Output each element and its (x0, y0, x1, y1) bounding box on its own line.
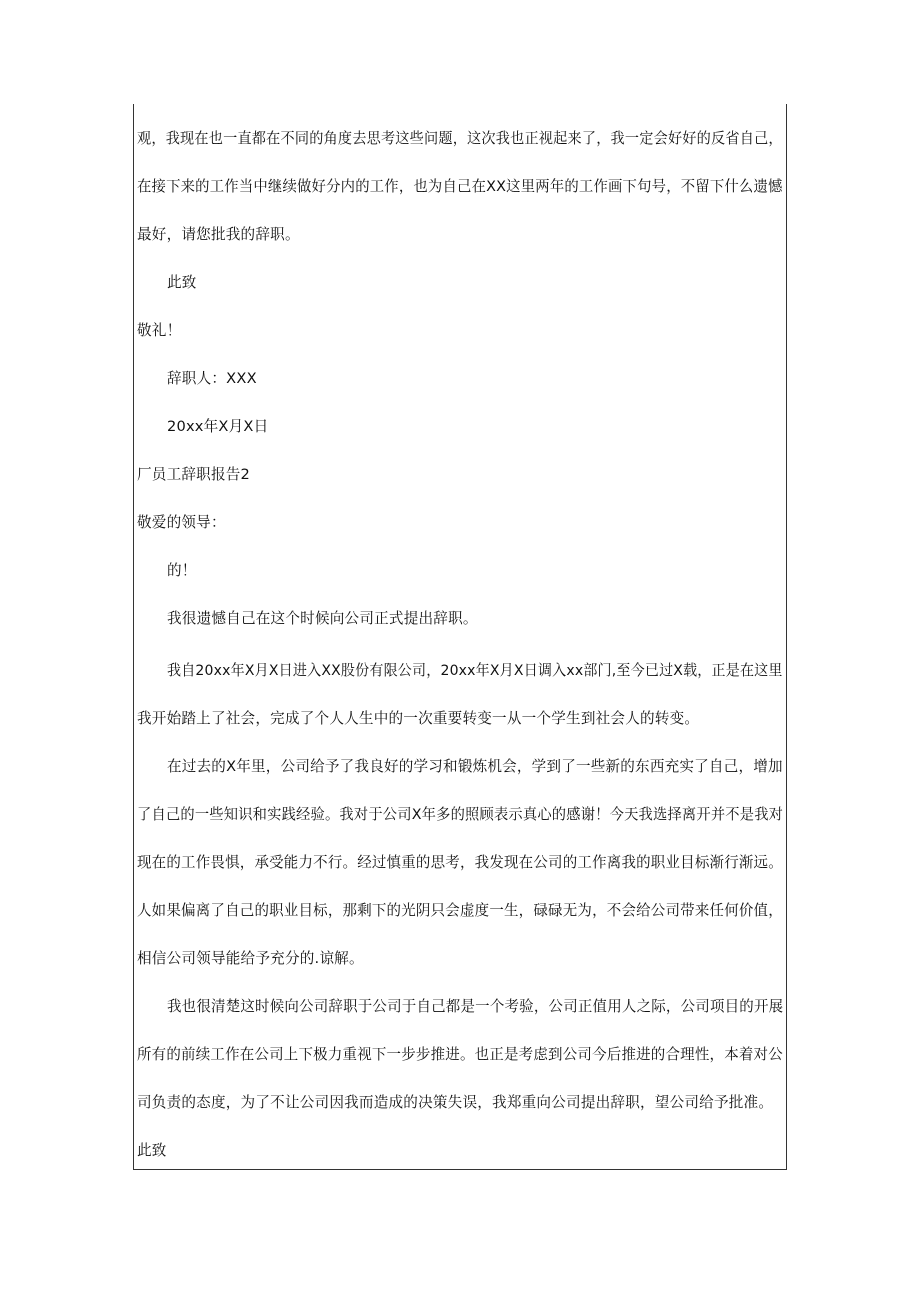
section-title: 厂员工辞职报告2 (137, 466, 251, 483)
salutation-line: 敬礼！ (137, 322, 182, 339)
closing-line: 此致 (167, 274, 197, 291)
paragraph-line: 观，我现在也一直都在不同的角度去思考这些问题，这次我也正视起来了，我一定会好好的反省自己， (137, 130, 783, 147)
paragraph-line: 的！ (167, 562, 197, 579)
paragraph-line: 我很遗憾自己在这个时候向公司正式提出辞职。 (167, 610, 478, 627)
paragraph-line: 在接下来的工作当中继续做好分内的工作，也为自己在XX这里两年的工作画下句号，不留下什么遗憾 (137, 178, 783, 195)
paragraph-line: 所有的前续工作在公司上下极力重视下一步步推进。也正是考虑到公司今后推进的合理性，本着对公 (137, 1046, 783, 1063)
paragraph-line: 我也很清楚这时候向公司辞职于公司于自己都是一个考验，公司正值用人之际，公司项目的开展 (167, 998, 784, 1015)
paragraph-line: 我开始踏上了社会，完成了个人人生中的一次重要转变一从一个学生到社会人的转变。 (137, 710, 700, 727)
paragraph-line: 了自己的一些知识和实践经验。我对于公司X年多的照顾表示真心的感谢！今天我选择离开并不是我对 (137, 806, 784, 823)
paragraph-line: 人如果偏离了自己的职业目标，那剩下的光阴只会虚度一生，碌碌无为，不会给公司带来任何价值， (137, 902, 783, 919)
date-line: 20xx年X月X日 (167, 418, 269, 435)
signature-line: 辞职人：XXX (167, 370, 257, 387)
closing-line: 此致 (137, 1142, 167, 1159)
paragraph-line: 我自20xx年X月X日进入XX股份有限公司，20xx年X月X日调入xx部门,至今已过X载，正是在这里 (167, 662, 783, 679)
paragraph-line: 现在的工作畏惧，承受能力不行。经过慎重的思考，我发现在公司的工作离我的职业目标渐行渐远。 (137, 854, 783, 871)
paragraph-line: 司负责的态度，为了不让公司因我而造成的决策失误，我郑重向公司提出辞职，望公司给予批准。 (137, 1094, 774, 1111)
paragraph-line: 在过去的X年里，公司给予了我良好的学习和锻炼机会，学到了一些新的东西充实了自己，增加 (167, 758, 783, 775)
greeting-line: 敬爱的领导： (137, 514, 226, 531)
paragraph-line: 最好，请您批我的辞职。 (137, 226, 300, 243)
paragraph-line: 相信公司领导能给予充分的.谅解。 (137, 950, 364, 967)
